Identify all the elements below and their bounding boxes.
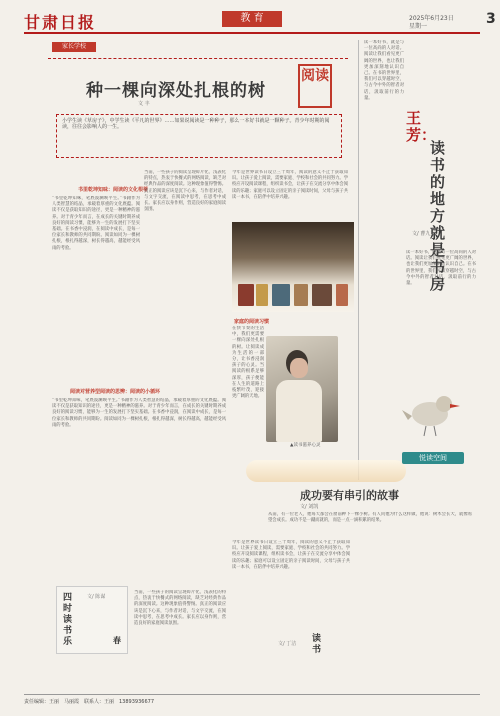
reader-body bbox=[276, 380, 322, 442]
issue-date: 2025年6月23日 bbox=[409, 15, 454, 22]
section-badge: 教 育 bbox=[222, 11, 282, 27]
article-column-6: 当前，一些孩子的阅读呈现碎片化、浅表化的特点，热衷于快餐式的网络阅读，缺乏对经典作品的深度阅读。这种现象值得警惕。真正的阅读应该是沉下心来，与作者对话，与文字交流，在阅读中思考，在思考中成长。家长应以身作则，营造良好的家庭阅读氛围。 bbox=[134, 590, 226, 627]
book-spine bbox=[238, 284, 254, 306]
page-footer: 责任编辑：王丽 马丽霞 联系人：王丽 13893936677 bbox=[24, 694, 480, 705]
main-article-intro: 小学生读《草房子》，中学生读《平凡的世界》……如果说阅读是一种种子，那么一本好书就是一颗种子。青少年时期的阅读，往往会影响人的一生。 bbox=[56, 114, 342, 158]
right-article-title: 读书的地方就是书房 bbox=[430, 139, 446, 293]
article-column-5: “书里乾坤知味，笔底波澜映平生。”书籍作为人类智慧的结晶，承载着厚重的文化底蕴。阅读不仅是获取知识的途径，更是一种精神的滋养。对于青少年而言，在成长的关键时期养成良好的阅读习惯，能够为一生的发展打下坚实基础。在书香中浸润，在阅读中成长，是每一位家长和教师的共同期盼。阅读如同为一棵树扎根，根扎得越深，树长得越高，越能经受风雨的考验。 bbox=[52, 398, 226, 428]
season-label: 春 bbox=[113, 635, 121, 645]
poem-author: 文/ 丁洁 bbox=[278, 641, 297, 647]
right-article-title-red: 王芳： bbox=[406, 109, 437, 144]
masthead bbox=[24, 10, 496, 34]
photo-caption: ▲读书滋养心灵 bbox=[290, 443, 321, 448]
masthead-name: 甘肃日报 bbox=[24, 13, 97, 32]
article-frame bbox=[48, 58, 348, 59]
right-article-text: 读一本好书，就是与一位高尚的人对话。阅读让我们看见更广阔的世界，也让我们更加深刻地认识自己。在书的世界里，我们可以穿越时空，与古今中外的智者对话，汲取前行的力量。 bbox=[364, 40, 404, 101]
article-column-2: 当前，一些孩子的阅读呈现碎片化、浅表化的特点，热衷于快餐式的网络阅读，缺乏对经典作品的深度阅读。这种现象值得警惕。真正的阅读应该是沉下心来，与作者对话，与文字交流，在阅读中思考，在思考中成长。家长应以身作则，营造良好的家庭阅读氛围。 bbox=[144, 170, 226, 213]
book-spine bbox=[336, 284, 348, 306]
clouds-illustration bbox=[246, 460, 406, 482]
subhead-2: 阅读对营养型阅读的思辨：阅读的小循环 bbox=[70, 389, 161, 395]
main-article-title: 种一棵向深处扎根的树 bbox=[86, 81, 266, 101]
page-number: 3 bbox=[486, 11, 496, 27]
vertical-title-seasons: 四时读书乐 bbox=[63, 593, 73, 647]
column-label: 家长学校 bbox=[52, 42, 96, 52]
right-article-text-2: 读一本好书，就是与一位高尚的人对话。阅读让我们看见更广阔的世界，也让我们更加深刻地认识自己。在书的世界里，我们可以穿越时空，与古今中外的智者对话，汲取前行的力量。 bbox=[406, 250, 476, 287]
subhead-1: 书里乾坤知味：阅读的文化根蒂 bbox=[78, 187, 149, 193]
reader-photo bbox=[266, 336, 338, 442]
books-photo bbox=[232, 222, 354, 312]
section2-article-title: 成功要有串引的故事 bbox=[300, 489, 399, 502]
section-label-reading-space: 悦读空间 bbox=[402, 452, 464, 464]
right-article-author: 文/ 曹九玉 bbox=[412, 231, 436, 237]
book-spine bbox=[294, 284, 308, 306]
section2-article-author: 文/ 刘凯 bbox=[300, 504, 319, 510]
reader-face bbox=[290, 358, 308, 378]
book-spine bbox=[272, 284, 290, 306]
book-spine bbox=[312, 284, 332, 306]
bird-illustration bbox=[400, 380, 464, 438]
subhead-3: 家庭的阅读习惯 bbox=[234, 319, 270, 325]
sidebar-author: 文/ 陈谋 bbox=[87, 594, 106, 600]
section2-article-text: 从前，有一位老人，他每天都会在窗前种下一棵小树。有人问他为什么这样做，他说：树木会长大，就像希望会成长。成功不是一蹴而就的，而是一点一滴积累的结果。 bbox=[268, 512, 472, 524]
column-divider bbox=[358, 40, 359, 480]
sidebar-box bbox=[56, 586, 128, 654]
book-spine bbox=[256, 284, 268, 306]
article-column-3: 今年是世界读书日设立三十周年，阅读的意义不止于获取知识。让孩子爱上阅读，需要家庭、学校和社会的共同努力。学校应开设阅读课程，组织读书会，让孩子在交流分享中体会阅读的乐趣；家庭可以设立固定的亲子阅读时间，父母与孩子共读一本书，在陪伴中培养兴趣。 bbox=[232, 170, 348, 200]
main-article-byline: 文 丰 bbox=[138, 101, 150, 107]
article-column-1: “书里乾坤知味，笔底波澜映平生。”书籍作为人类智慧的结晶，承载着厚重的文化底蕴。阅读不仅是获取知识的途径，更是一种精神的滋养。对于青少年而言，在成长的关键时期养成良好的阅读习惯，能够为一生的发展打下坚实基础。在书香中浸润，在阅读中成长，是每一位家长和教师的共同期盼。阅读如同为一棵树扎根，根扎得越深，树长得越高，越能经受风雨的考验。 bbox=[52, 196, 140, 251]
article-column-4: 在快节奏的生活中，我们更需要一棵向深处扎根的树。让阅读成为生活的一部分，让书香浸润孩子的心灵。当阅读的根系足够深厚，孩子便能在人生的道路上枝繁叶茂，迎接更广阔的天地。 bbox=[232, 326, 264, 400]
reading-logo: 阅读 bbox=[298, 64, 332, 108]
issue-weekday: 星期一 bbox=[409, 23, 428, 30]
vertical-title-reading: 读书 bbox=[312, 634, 322, 655]
article-column-7: 今年是世界读书日设立三十周年，阅读的意义不止于获取知识。让孩子爱上阅读，需要家庭、学校和社会的共同努力。学校应开设阅读课程，组织读书会，让孩子在交流分享中体会阅读的乐趣；家庭可以设立固定的亲子阅读时间，父母与孩子共读一本书，在陪伴中培养兴趣。 bbox=[232, 540, 350, 570]
